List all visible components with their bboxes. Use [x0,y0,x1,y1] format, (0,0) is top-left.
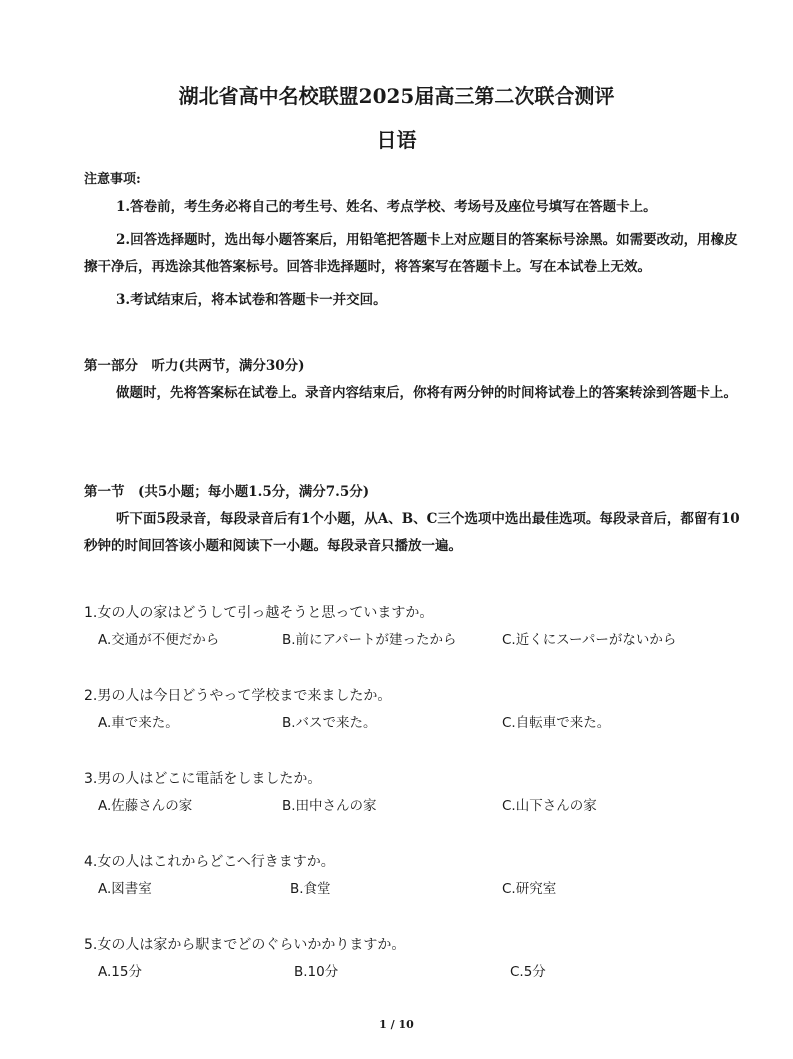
note-item-3: 3.考试结束后，将本试卷和答题卡一并交回。 [116,292,387,308]
q1-option-b: B.前にアパートが建ったから [282,632,457,648]
q5-option-a: A.15分 [98,964,142,980]
note-item-2: 2.回答选择题时，选出每小题答案后，用铅笔把答题卡上对应题目的答案标号涂黑。如需要改动，用橡皮擦干净后，再选涂其他答案标号。回答非选择题时，将答案写在答题卡上。写在本试卷上无效。 [84,232,738,275]
q4-option-b: B.食堂 [290,881,331,897]
note-item-1: 1.答卷前，考生务必将自己的考生号、姓名、考点学校、考场号及座位号填写在答题卡上。 [116,199,657,215]
question-2: 2.男の人は今日どうやって学校まで来ましたか。 [84,688,392,704]
q5-option-c: C.5分 [510,964,546,980]
q3-option-a: A.佐藤さんの家 [98,798,193,814]
part1-heading: 第一部分 听力(共两节，满分30分) [84,358,305,374]
q2-option-c: C.自転車で来た。 [502,715,611,731]
q3-option-c: C.山下さんの家 [502,798,597,814]
question-3: 3.男の人はどこに電話をしましたか。 [84,771,322,787]
section1-heading: 第一节 (共5小题；每小题1.5分，满分7.5分) [84,484,370,500]
q4-option-a: A.図書室 [98,881,152,897]
part1-instruction: 做题时，先将答案标在试卷上。录音内容结束后，你将有两分钟的时间将试卷上的答案转涂到答题卡上。 [116,385,737,401]
section1-instruction: 听下面5段录音，每段录音后有1个小题，从A、B、C三个选项中选出最佳选项。每段录音后，都留有10秒钟的时间回答该小题和阅读下一小题。每段录音只播放一遍。 [84,511,740,554]
exam-title: 湖北省高中名校联盟2025届高三第二次联合测评 [178,84,615,108]
q3-option-b: B.田中さんの家 [282,798,377,814]
question-4: 4.女の人はこれからどこへ行きますか。 [84,854,335,870]
q2-option-b: B.バスで来た。 [282,715,377,731]
subject-title: 日语 [376,128,417,152]
page-number: 1 / 10 [379,1018,414,1031]
question-1: 1.女の人の家はどうして引っ越そうと思っていますか。 [84,605,434,621]
q4-option-c: C.研究室 [502,881,557,897]
q1-option-c: C.近くにスーパーがないから [502,632,677,648]
question-5: 5.女の人は家から駅までどのぐらいかかりますか。 [84,937,406,953]
q1-option-a: A.交通が不便だから [98,632,220,648]
q2-option-a: A.車で来た。 [98,715,179,731]
notes-heading: 注意事项: [84,172,141,187]
q5-option-b: B.10分 [294,964,339,980]
